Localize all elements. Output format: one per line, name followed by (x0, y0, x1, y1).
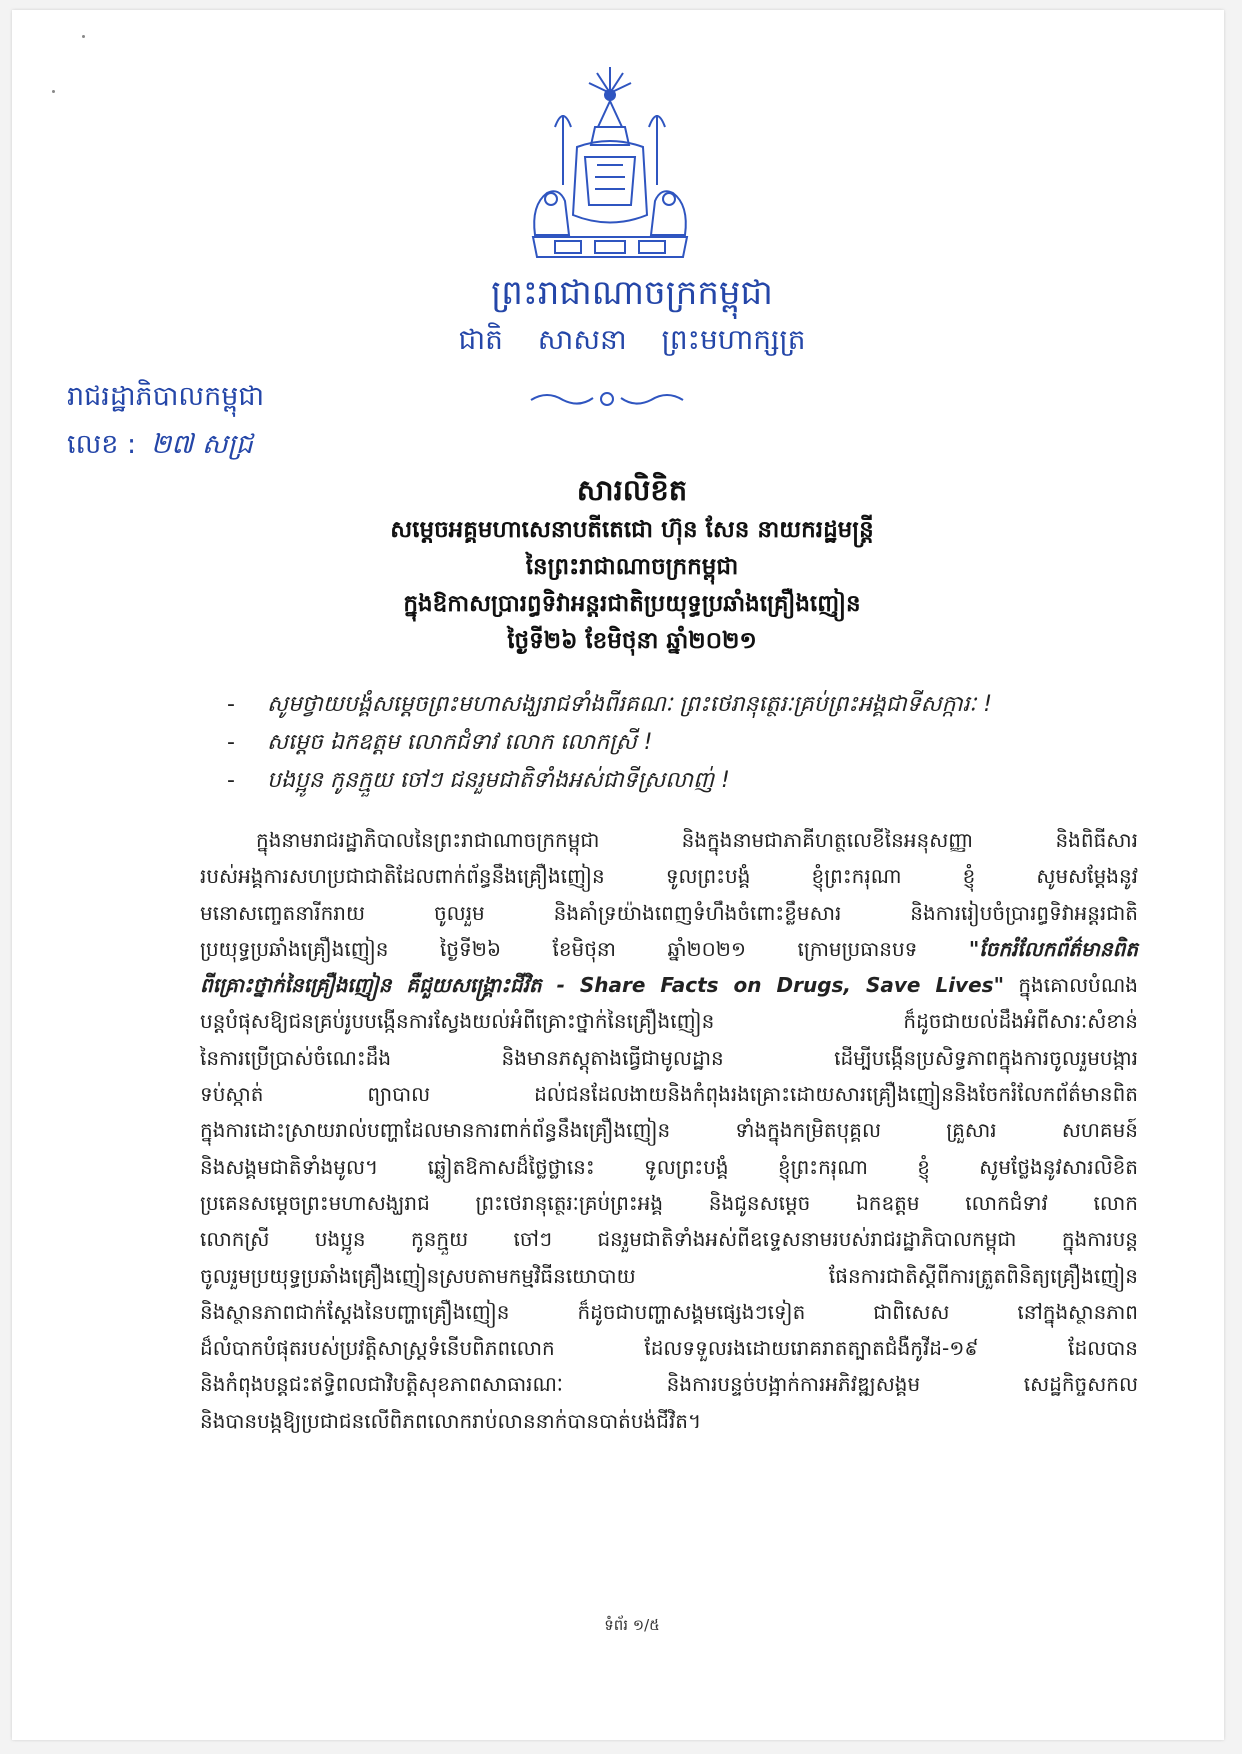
body-line: ក្នុងនាមរាជរដ្ឋាភិបាលនៃព្រះរាជាណាចក្រកម្ពុជា និងក្នុងនាមជាភាគីហត្ថលេខីនៃអនុសញ្ញា និងពិធីសារ (256, 828, 1138, 852)
body-line: លោកស្រី បងប្អូន កូនក្មួយ ចៅៗ ជនរួមជាតិទាំងអស់ពីឧទ្ទេសនាមរបស់រាជរដ្ឋាភិបាលកម្ពុជា ក្នុងការបន្ត (200, 1227, 1138, 1252)
body-line: ក្នុងការដោះស្រាយរាល់បញ្ហាដែលមានការពាក់ព័ន្ធនឹងគ្រឿងញៀន ទាំងក្នុងកម្រិតបុគ្គល គ្រួសារ សហគមន៍ (200, 1118, 1138, 1143)
document-number (67, 426, 253, 464)
ornament-divider-icon (527, 388, 687, 410)
title-occasion: ក្នុងឱកាសប្រារព្ធទិវាអន្តរជាតិប្រយុទ្ធប្រឆាំងគ្រឿងញៀន (403, 591, 861, 617)
salutation-item: - បងប្អូន កូនក្មួយ ចៅៗ ជនរួមជាតិទាំងអស់ជាទីស្រលាញ់ ! (227, 768, 730, 793)
national-motto: ជាតិ សាសនា ព្រះមហាក្សត្រ (458, 323, 806, 356)
theme-quote: "ចែករំលែកព័ត៌មានពិត (968, 936, 1138, 961)
scan-speck (52, 90, 55, 93)
title-country: នៃព្រះរាជាណាចក្រកម្ពុជា (525, 554, 739, 580)
body-line: ដ៏លំបាកបំផុតរបស់ប្រវត្តិសាស្ត្រទំនើបពិភពលោក ដែលទទួលរងដោយរោគរាតត្បាតជំងឺកូវីដ-១៩ ដែលបាន (200, 1336, 1138, 1361)
body-line: ប្រគេនសម្តេចព្រះមហាសង្ឃរាជ ព្រះថេរានុត្ថេរៈគ្រប់ព្រះអង្គ និងជូនសម្តេច ឯកឧត្តម លោកជំទាវ លោក (200, 1190, 1138, 1215)
salutation-item: - សម្តេច ឯកឧត្តម លោកជំទាវ លោក លោកស្រី ! (227, 730, 653, 755)
title-date: ថ្ងៃទី២៦ ខែមិថុនា ឆ្នាំ២០២១ (507, 628, 757, 654)
page-number: ទំព័រ ១/៥ (604, 1616, 660, 1634)
body-line: របស់អង្គការសហប្រជាជាតិដែលពាក់ព័ន្ធនឹងគ្រឿងញៀន ទូលព្រះបង្គំ ខ្ញុំព្រះករុណា ខ្ញុំ សូមសម្តែងនូវ (200, 864, 1138, 889)
body-line: ទប់ស្កាត់ ព្យាបាល ដល់ជនដែលងាយនិងកំពុងរងគ្រោះដោយសារគ្រឿងញៀននិងចែករំលែកព័ត៌មានពិត (200, 1082, 1138, 1107)
salutation-list (227, 686, 1107, 800)
body-line: មនោសញ្ចេតនារីករាយ ចូលរួម និងគាំទ្រយ៉ាងពេញទំហឹងចំពោះខ្លឹមសារ និងការរៀបចំប្រារព្ធទិវាអន្តរជាតិ (200, 900, 1138, 925)
salutation-item: - សូមថ្វាយបង្គំសម្តេចព្រះមហាសង្ឃរាជទាំងពីរគណៈ ព្រះថេរានុត្ថេរៈគ្រប់ព្រះអង្គជាទីសក្ការៈ ! (227, 692, 993, 717)
body-line: នៃការប្រើប្រាស់ចំណេះដឹង និងមានភស្តុតាងធ្វើជាមូលដ្ឋាន ដើម្បីបង្កើនប្រសិទ្ធភាពក្នុងការចូលរួមបង្ការ (200, 1045, 1138, 1070)
letter-body (200, 822, 1138, 1439)
body-line: និងស្ថានភាពជាក់ស្តែងនៃបញ្ហាគ្រឿងញៀន ក៏ដូចជាបញ្ហាសង្គមផ្សេងៗទៀត ជាពិសេស នៅក្នុងស្ថានភាព (200, 1299, 1138, 1324)
document-page (12, 10, 1224, 1740)
body-line: ពីគ្រោះថ្នាក់នៃគ្រឿងញៀន គឺជួយសង្គ្រោះជីវិត - Share Facts on Drugs, Save Lives" ក្នុងគោលបំណង (200, 973, 1138, 998)
document-number-value: ២៧ សជ្រ (150, 429, 253, 460)
body-line: និងកំពុងបន្តជះឥទ្ធិពលជាវិបត្តិសុខភាពសាធារណៈ និងការបន្ទច់បង្អាក់ការអភិវឌ្ឍសង្គម សេដ្ឋកិច្ចសកល (200, 1372, 1138, 1397)
title-sender: សម្តេចអគ្គមហាសេនាបតីតេជោ ហ៊ុន សែន នាយករដ្ឋមន្រ្តី (390, 517, 874, 543)
body-line: ចូលរួមប្រយុទ្ធប្រឆាំងគ្រឿងញៀនស្របតាមកម្មវិធីនយោបាយ ផែនការជាតិស្តីពីការត្រួតពិនិត្យគ្រឿងញៀន (200, 1263, 1138, 1288)
letter-title-block (162, 468, 1102, 660)
issuing-authority: រាជរដ្ឋាភិបាលកម្ពុជា (67, 381, 265, 412)
scan-speck (82, 35, 85, 38)
body-line: បន្តបំផុសឱ្យជនគ្រប់រូបបង្កើនការស្វែងយល់អំពីគ្រោះថ្នាក់នៃគ្រឿងញៀន ក៏ដូចជាយល់ដឹងអំពីសារៈសំខាន់ (200, 1009, 1138, 1034)
kingdom-name: ព្រះរាជាណាចក្រកម្ពុជា (491, 273, 773, 313)
theme-quote: ពីគ្រោះថ្នាក់នៃគ្រឿងញៀន គឺជួយសង្គ្រោះជីវិត - Share Facts on Drugs, Save Lives" (200, 973, 1004, 998)
body-line: និងសង្គមជាតិទាំងមូល។ ឆ្លៀតឱកាសដ៏ថ្លៃថ្លានេះ ទូលព្រះបង្គំ ខ្ញុំព្រះករុណា ខ្ញុំ សូមថ្លែងនូវសារលិខិត (200, 1154, 1138, 1179)
royal-coat-of-arms-icon (525, 65, 695, 265)
body-line: និងបានបង្កឱ្យប្រជាជនលើពិភពលោករាប់លាននាក់បានបាត់បង់ជីវិត។ (200, 1408, 702, 1433)
letter-title: សារលិខិត (576, 473, 688, 507)
body-line: ប្រយុទ្ធប្រឆាំងគ្រឿងញៀន ថ្ងៃទី២៦ ខែមិថុនា ឆ្នាំ២០២១ ក្រោមប្រធានបទ "ចែករំលែកព័ត៌មានពិត (200, 936, 1138, 961)
document-number-label: លេខ : (67, 429, 137, 460)
